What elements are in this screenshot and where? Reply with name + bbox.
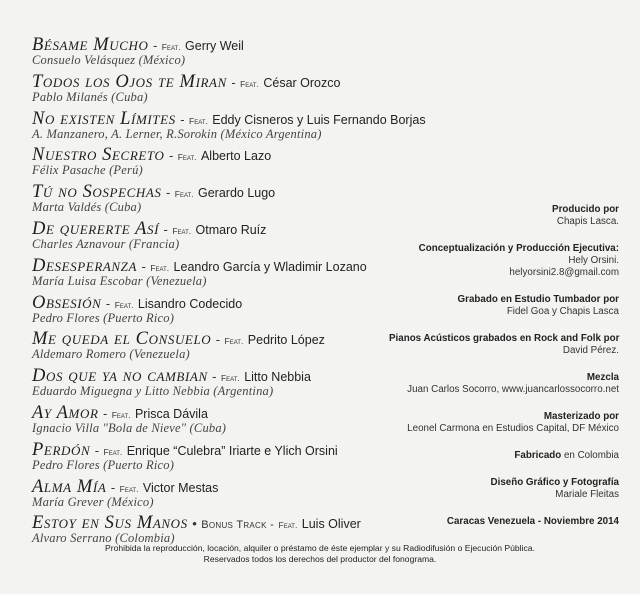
credit-heading: Conceptualización y Producción Ejecutiva: bbox=[418, 243, 619, 254]
credit-value: Hely Orsini. bbox=[568, 255, 619, 266]
featured-artist: Pedrito López bbox=[247, 333, 325, 348]
track-title: Nuestro Secreto bbox=[32, 145, 165, 166]
track-separator: - bbox=[168, 148, 174, 164]
track-author: Pedro Flores (Puerto Rico) bbox=[32, 457, 175, 472]
credit-value: David Pérez. bbox=[562, 345, 619, 356]
feat-label: Feat. bbox=[177, 152, 197, 163]
credit-diseno bbox=[389, 477, 619, 501]
featured-artist: Litto Nebbia bbox=[244, 370, 311, 385]
track-title: Dos que ya no cambian bbox=[32, 366, 208, 387]
track-title: Alma Mía bbox=[32, 476, 107, 497]
track-item bbox=[32, 73, 452, 110]
feat-label: Feat. bbox=[111, 409, 131, 420]
track-author: A. Manzanero, A. Lerner, R.Sorokin (México Argentina) bbox=[32, 126, 322, 141]
track-separator: - bbox=[163, 221, 168, 237]
feat-label: Feat. bbox=[119, 483, 139, 494]
track-title: No existen Límites bbox=[32, 108, 176, 129]
featured-artist: Victor Mestas bbox=[142, 480, 219, 495]
credit-heading: Producido por bbox=[552, 204, 619, 215]
legal-notice bbox=[0, 543, 640, 565]
track-title: Ay Amor bbox=[32, 402, 99, 423]
credit-heading: Mezcla bbox=[586, 372, 619, 383]
feat-label: Feat. bbox=[114, 299, 134, 310]
track-separator: - bbox=[165, 185, 171, 201]
credits-block bbox=[389, 204, 619, 543]
track-author: Pedro Flores (Puerto Rico) bbox=[32, 310, 175, 325]
track-title: Desesperanza bbox=[32, 255, 138, 276]
track-author: Pablo Milanés (Cuba) bbox=[32, 89, 148, 104]
track-author: Félix Pasache (Perú) bbox=[32, 163, 143, 178]
track-separator: - bbox=[141, 258, 146, 274]
track-separator: - bbox=[180, 111, 185, 127]
feat-label: Feat. bbox=[224, 336, 244, 347]
track-title: Obsesión bbox=[32, 292, 102, 313]
track-item bbox=[32, 110, 452, 147]
featured-artist: Gerardo Lugo bbox=[198, 186, 276, 201]
track-separator: • bbox=[192, 516, 197, 532]
track-separator: - bbox=[94, 442, 100, 458]
track-separator: - bbox=[212, 369, 217, 385]
credit-heading: Grabado en Estudio Tumbador por bbox=[457, 294, 619, 305]
credit-value: Chapis Lasca. bbox=[556, 216, 619, 227]
bonus-track-label: Bonus Track - bbox=[201, 519, 275, 532]
track-title: Todos los Ojos te Miran bbox=[32, 71, 227, 92]
track-separator: - bbox=[105, 295, 111, 311]
credit-lugar-fecha bbox=[389, 516, 619, 528]
track-separator: - bbox=[231, 74, 236, 90]
legal-line: Reservados todos los derechos del productor del fonograma. bbox=[203, 554, 437, 564]
featured-artist: Prisca Dávila bbox=[134, 406, 208, 421]
track-author: María Luisa Escobar (Venezuela) bbox=[32, 273, 207, 288]
credit-heading: Diseño Gráfico y Fotografía bbox=[490, 477, 619, 488]
track-title: Bésame Mucho bbox=[32, 35, 149, 55]
featured-artist: Eddy Cisneros y Luis Fernando Borjas bbox=[212, 112, 426, 127]
featured-artist: Gerry Weil bbox=[185, 39, 244, 53]
feat-label: Feat. bbox=[240, 78, 259, 89]
credit-heading: Pianos Acústicos grabados en Rock and Folk por bbox=[389, 333, 620, 344]
track-author: Eduardo Miguegna y Litto Nebbia (Argentina) bbox=[32, 384, 274, 399]
track-author: Consuelo Velásquez (México) bbox=[32, 53, 186, 67]
track-separator: - bbox=[110, 479, 116, 495]
featured-artist: Otmaro Ruíz bbox=[195, 222, 267, 237]
credit-value: Mariale Fleitas bbox=[555, 489, 619, 500]
track-author: Alvaro Serrano (Colombia) bbox=[32, 531, 175, 546]
track-separator: - bbox=[152, 38, 158, 53]
credit-mezcla bbox=[389, 372, 619, 396]
feat-label: Feat. bbox=[174, 189, 194, 200]
track-author: Marta Valdés (Cuba) bbox=[32, 200, 142, 215]
credit-producido bbox=[389, 204, 619, 228]
featured-artist: Alberto Lazo bbox=[200, 149, 272, 164]
credit-masterizado bbox=[389, 411, 619, 435]
credit-grabado bbox=[389, 294, 619, 318]
featured-artist: Luis Oliver bbox=[301, 517, 361, 532]
feat-label: Feat. bbox=[278, 520, 298, 531]
track-author: Aldemaro Romero (Venezuela) bbox=[32, 347, 190, 362]
credit-value: Fidel Goa y Chapis Lasca bbox=[506, 306, 619, 317]
track-item bbox=[32, 146, 452, 183]
credit-conceptualizacion bbox=[389, 243, 619, 279]
credit-heading: Fabricado bbox=[514, 450, 562, 461]
track-separator: - bbox=[102, 405, 108, 421]
featured-artist: César Orozco bbox=[263, 75, 341, 90]
track-item bbox=[32, 36, 452, 73]
credit-email: helyorsini2.8@gmail.com bbox=[509, 267, 619, 278]
credit-value: Leonel Carmona en Estudios Capital, DF México bbox=[407, 423, 619, 434]
track-title: Perdón bbox=[32, 439, 91, 460]
track-title: De quererte Así bbox=[32, 218, 160, 239]
track-author: María Grever (México) bbox=[32, 494, 154, 509]
credit-fabricado bbox=[389, 450, 619, 462]
feat-label: Feat. bbox=[161, 42, 181, 52]
featured-artist: Enrique “Culebra” Iriarte e Ylich Orsini bbox=[126, 443, 338, 458]
legal-line: Prohibida la reproducción, locación, alquiler o préstamo de éste ejemplar y su Radiodifusión o Ejecución Pública. bbox=[105, 543, 535, 553]
track-author: Charles Aznavour (Francia) bbox=[32, 236, 180, 251]
track-author: Ignacio Villa "Bola de Nieve" (Cuba) bbox=[32, 420, 227, 435]
credit-heading: Caracas Venezuela - Noviembre 2014 bbox=[446, 516, 619, 527]
track-separator: - bbox=[215, 332, 221, 348]
track-title: Estoy en Sus Manos bbox=[32, 513, 188, 534]
featured-artist: Leandro García y Wladimir Lozano bbox=[173, 259, 367, 274]
feat-label: Feat. bbox=[172, 225, 192, 236]
credit-pianos bbox=[389, 333, 619, 357]
track-title: Tú no Sospechas bbox=[32, 182, 162, 203]
credit-value: en Colombia bbox=[563, 450, 619, 461]
credit-value: Juan Carlos Socorro, www.juancarlossocorro.net bbox=[407, 384, 619, 395]
feat-label: Feat. bbox=[150, 262, 170, 273]
feat-label: Feat. bbox=[220, 373, 240, 384]
featured-artist: Lisandro Codecido bbox=[137, 296, 243, 311]
feat-label: Feat. bbox=[189, 115, 208, 126]
track-title: Me queda el Consuelo bbox=[32, 329, 212, 350]
feat-label: Feat. bbox=[103, 446, 123, 457]
credit-heading: Masterizado por bbox=[543, 411, 619, 422]
